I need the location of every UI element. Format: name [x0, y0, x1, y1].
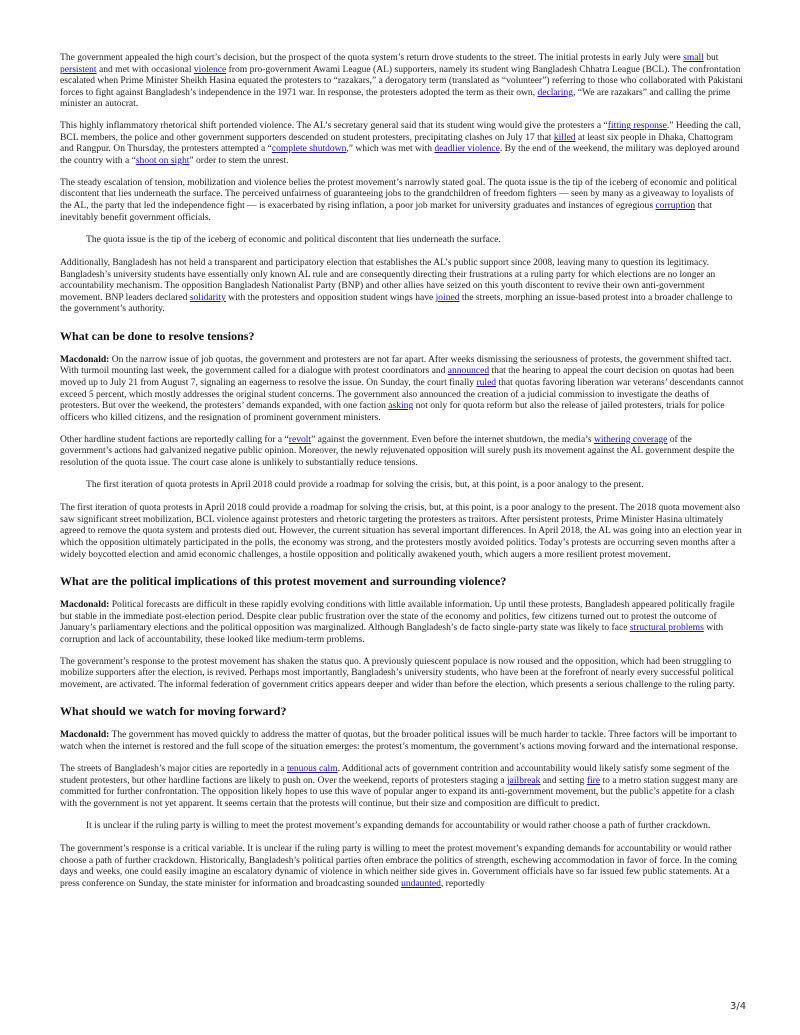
pull-quote	[86, 479, 726, 491]
text-run: but	[703, 52, 719, 63]
paragraph	[60, 52, 744, 110]
paragraph	[60, 354, 744, 423]
text-run: , reportedly	[440, 877, 485, 889]
text-run: The government’s response is a critical variable. It is unclear if the ruling party is willing to meet the protest movement’s expanding demands for accountability or would rather choose a path of further crackdown. Historically, Bangladesh’s political parties often embrace the politics of strength, eschewing accommodation in favor of force. In the coming days and weeks, one could easily imagine an escalatory dynamic of violence in which neither side gives in. Government officials have so far issued few public statements. At a press conference on Sunday, the state minister for information and broadcasting sounded	[60, 843, 737, 889]
speaker-label: Macdonald:	[60, 729, 110, 741]
inline-link[interactable]: shoot on sight	[135, 154, 190, 166]
text-run: The government’s response to the protest movement has shaken the status quo. A previously quiescent populace is now roused and the opposition, which had been struggling to mobilize supporters after the election, is revived. Perhaps most importantly, Bangladesh’s university students, who have been at the forefront of nearly every successful political movement, are activated. The informal federation of government critics appears deeper and wider than before the election, which presents a serious challenge to the ruling party.	[60, 655, 735, 690]
text-run: ” order to stem the unrest.	[189, 154, 289, 166]
text-run: What should we watch for moving forward?	[60, 704, 287, 719]
inline-link[interactable]: deadlier violence	[434, 143, 500, 155]
inline-link[interactable]: killed	[553, 131, 576, 143]
text-run: .” Heeding the call, BCL members, the police and other government supporters descended on student protesters, precipitating clashes on July 17 that	[60, 120, 741, 143]
paragraph	[60, 502, 744, 560]
text-run: with the protesters and opposition student wings have	[225, 291, 436, 303]
section-heading	[60, 574, 744, 588]
text-run: Additionally, Bangladesh has not held a transparent and participatory election that establishes the AL’s public support since 2008, leaving many to question its legitimacy. Bangladesh’s university students have essentially only known AL rule and are consequently directing their frustrations at a ruling party for which elections are no longer an accountability mechanism. The opposition Bangladesh Nationalist Party (BNP) and other allies have seized on this youth discontent to revive their own anti-government movement. BNP leaders declared	[60, 257, 716, 303]
inline-link[interactable]: joined	[435, 291, 460, 303]
text-run: Other hardline student factions are reportedly calling for a “	[60, 433, 289, 445]
inline-link[interactable]: announced	[447, 365, 490, 377]
inline-link[interactable]: fire	[586, 774, 601, 786]
inline-link[interactable]: violence	[193, 63, 227, 75]
text-run: The steady escalation of tension, mobilization and violence belies the protest movement’s narrowly stated goal. The quota issue is the tip of the iceberg of economic and political discontent that lies underneath the surface. The perceived unfairness of guaranteeing jobs to the grandchildren of freedom fighters — seen by many as a giveaway to loyalists of the AL, the party that led the independence fight — is exacerbated by rising inflation, a poor job market for university graduates and instances of egregious	[60, 176, 738, 212]
pull-quote	[86, 234, 726, 246]
text-run: that quotas favoring liberation war veterans’ descendants cannot exceed 5 percent, which mostly addresses the original student concerns. The government also announced the creation of a judicial commission to investigate the deaths of protesters. But over the weekend, the protesters’ demands expanded, with one faction	[60, 376, 744, 412]
text-run: ” against the government. Even before the internet shutdown, the media’s	[311, 433, 594, 445]
paragraph	[60, 177, 744, 223]
text-run: . Additional acts of government contrition and accountability would likely satisfy some segment of the student protesters, but other hardline factions are likely to push on. Over the weekend, reports of protesters staging a	[60, 763, 730, 786]
section-heading	[60, 704, 744, 718]
text-run: to a metro station suggest many are committed for further confrontation. The opposition likely hopes to use this wave of popular anger to expand its anti-government movement, but the public’s appetite for a clash with the government is not yet apparent. It seems certain that the protests will continue, but their size and composition are difficult to predict.	[60, 774, 738, 809]
inline-link[interactable]: fitting response	[607, 120, 667, 132]
paragraph	[60, 729, 744, 752]
text-run: not only for quota reform but also the release of jailed protesters, trials for police officers who killed citizens, and the resignation of prominent government ministers.	[60, 400, 725, 423]
text-run: . By the end of the weekend, the military was deployed around the country with a “	[60, 143, 740, 166]
inline-link[interactable]: complete shutdown	[271, 143, 347, 155]
article-body	[60, 52, 744, 900]
text-run: ,” which was met with	[346, 143, 435, 155]
text-run: and setting	[540, 774, 587, 786]
text-run: from pro-government Awami League (AL) supporters, namely its student wing Bangladesh Chhatra League (BCL). The confrontation escalated when Prime Minister Sheikh Hasina equated the protesters to “razakars,” a derogatory term (translated as “volunteer”) referring to those who collaborated with Pakistani forces to fight against Bangladesh’s independence in the 1971 war. In response, the protesters adopted the term as their own,	[60, 63, 743, 98]
text-run: The government has moved quickly to address the matter of quotas, but the broader political issues will be much harder to tackle. Three factors will be important to watch when the internet is restored and the full scope of the situation emerges: the protest’s momentum, the government’s actions moving forward and the international response.	[60, 729, 738, 752]
text-run: the streets, morphing an issue-based protest into a broader challenge to the government’s authority.	[60, 291, 733, 315]
text-run: The first iteration of quota protests in April 2018 could provide a roadmap for solving the crisis, but, at this point, is a poor analogy to the present.	[86, 478, 644, 490]
inline-link[interactable]: revolt	[288, 433, 312, 445]
inline-link[interactable]: small	[683, 52, 704, 63]
inline-link[interactable]: jailbreak	[507, 774, 541, 786]
paragraph	[60, 843, 744, 889]
text-run: On the narrow issue of job quotas, the government and protesters are not far apart. After weeks dismissing the seriousness of protests, the government shifted tact. With turmoil mounting last week, the government called for a dialogue with protest coordinators and	[60, 353, 732, 377]
text-run: that inevitably benefit government officials.	[60, 200, 712, 223]
text-run: What can be done to resolve tensions?	[60, 328, 255, 343]
speaker-label: Macdonald:	[60, 599, 110, 611]
inline-link[interactable]: solidarity	[189, 291, 226, 303]
inline-link[interactable]: corruption	[655, 200, 696, 212]
text-run: This highly inflammatory rhetorical shift portended violence. The AL’s secretary general said that its student wing would give the protesters a “	[60, 120, 608, 132]
text-run: at least six people in Dhaka, Chattogram and Rangpur. On Thursday, the protesters attempted a “	[60, 131, 734, 155]
text-run: that the hearing to appeal the court decision on quotas had been moved up to July 21 from August 7, signaling an eagerness to resolve the issue. On Sunday, the court finally	[60, 365, 735, 388]
text-run: The streets of Bangladesh’s major cities are reportedly in a	[60, 763, 287, 775]
inline-link[interactable]: asking	[388, 400, 414, 412]
text-run: with corruption and lack of accountability, these looked like medium-term problems.	[60, 622, 724, 645]
text-run: It is unclear if the ruling party is willing to meet the protest movement’s expanding demands for accountability or would rather choose a path of further crackdown.	[86, 819, 711, 831]
paragraph	[60, 120, 744, 166]
inline-link[interactable]: withering coverage	[593, 433, 668, 445]
inline-link[interactable]: ruled	[476, 376, 497, 388]
paragraph	[60, 434, 744, 469]
text-run: What are the political implications of this protest movement and surrounding violence?	[60, 574, 507, 589]
pull-quote	[86, 820, 726, 832]
page-number: 3/4	[730, 1001, 747, 1012]
inline-link[interactable]: persistent	[60, 63, 97, 75]
paragraph	[60, 763, 744, 809]
text-run: , “We are razakars” and calling the prime minister an autocrat.	[60, 86, 731, 110]
inline-link[interactable]: undaunted	[401, 877, 441, 889]
text-run: of the government’s actions had galvanized negative public opinion. Moreover, the newly rejuvenated opposition will surely push its movement against the AL government despite the resolution of the quota issue. The court case alone is unlikely to substantially reduce tensions.	[60, 433, 735, 468]
text-run: The quota issue is the tip of the iceberg of economic and political discontent that lies underneath the surface.	[86, 233, 501, 245]
text-run: and met with occasional	[96, 63, 194, 75]
inline-link[interactable]: structural problems	[629, 622, 704, 634]
speaker-label: Macdonald:	[60, 353, 110, 365]
text-run: The government appealed the high court’s decision, but the prospect of the quota system’s return drove students to the street. The initial protests in early July were	[60, 52, 684, 63]
inline-link[interactable]: declaring	[537, 86, 574, 98]
text-run: Political forecasts are difficult in these rapidly evolving conditions with little available information. Up until these protests, Bangladesh appeared politically fragile but stable in the immediate post-election period. Despite clear public frustration over the state of the economy and politics, few citizens turned out to protest the outcome of January’s parliamentary elections and the political opposition was marginalized. Although Bangladesh’s de facto single-party state was likely to face	[60, 599, 735, 634]
paragraph	[60, 599, 744, 645]
section-heading	[60, 329, 744, 343]
text-run: The first iteration of quota protests in April 2018 could provide a roadmap for solving the crisis, but, at this point, is a poor analogy to the present. The 2018 quota movement also saw significant street mobilization, BCL violence against protesters and rhetoric targeting the protesters as traitors. After persistent protests, Prime Minister Hasina ultimately agreed to remove the quota system and protests died out. However, the current situation has several important differences. In April 2018, the AL was going into an election year in which the opposition ultimately participated in the polls, the economy was strong, and the protesters mostly avoided politics. Today’s protests are occurring seven months after a widely boycotted election and amid economic challenges, a hostile opposition and politically awakened youth, which augers a more resilient protest movement.	[60, 502, 742, 560]
paragraph	[60, 656, 744, 691]
inline-link[interactable]: tenuous calm	[286, 763, 338, 775]
paragraph	[60, 257, 744, 315]
